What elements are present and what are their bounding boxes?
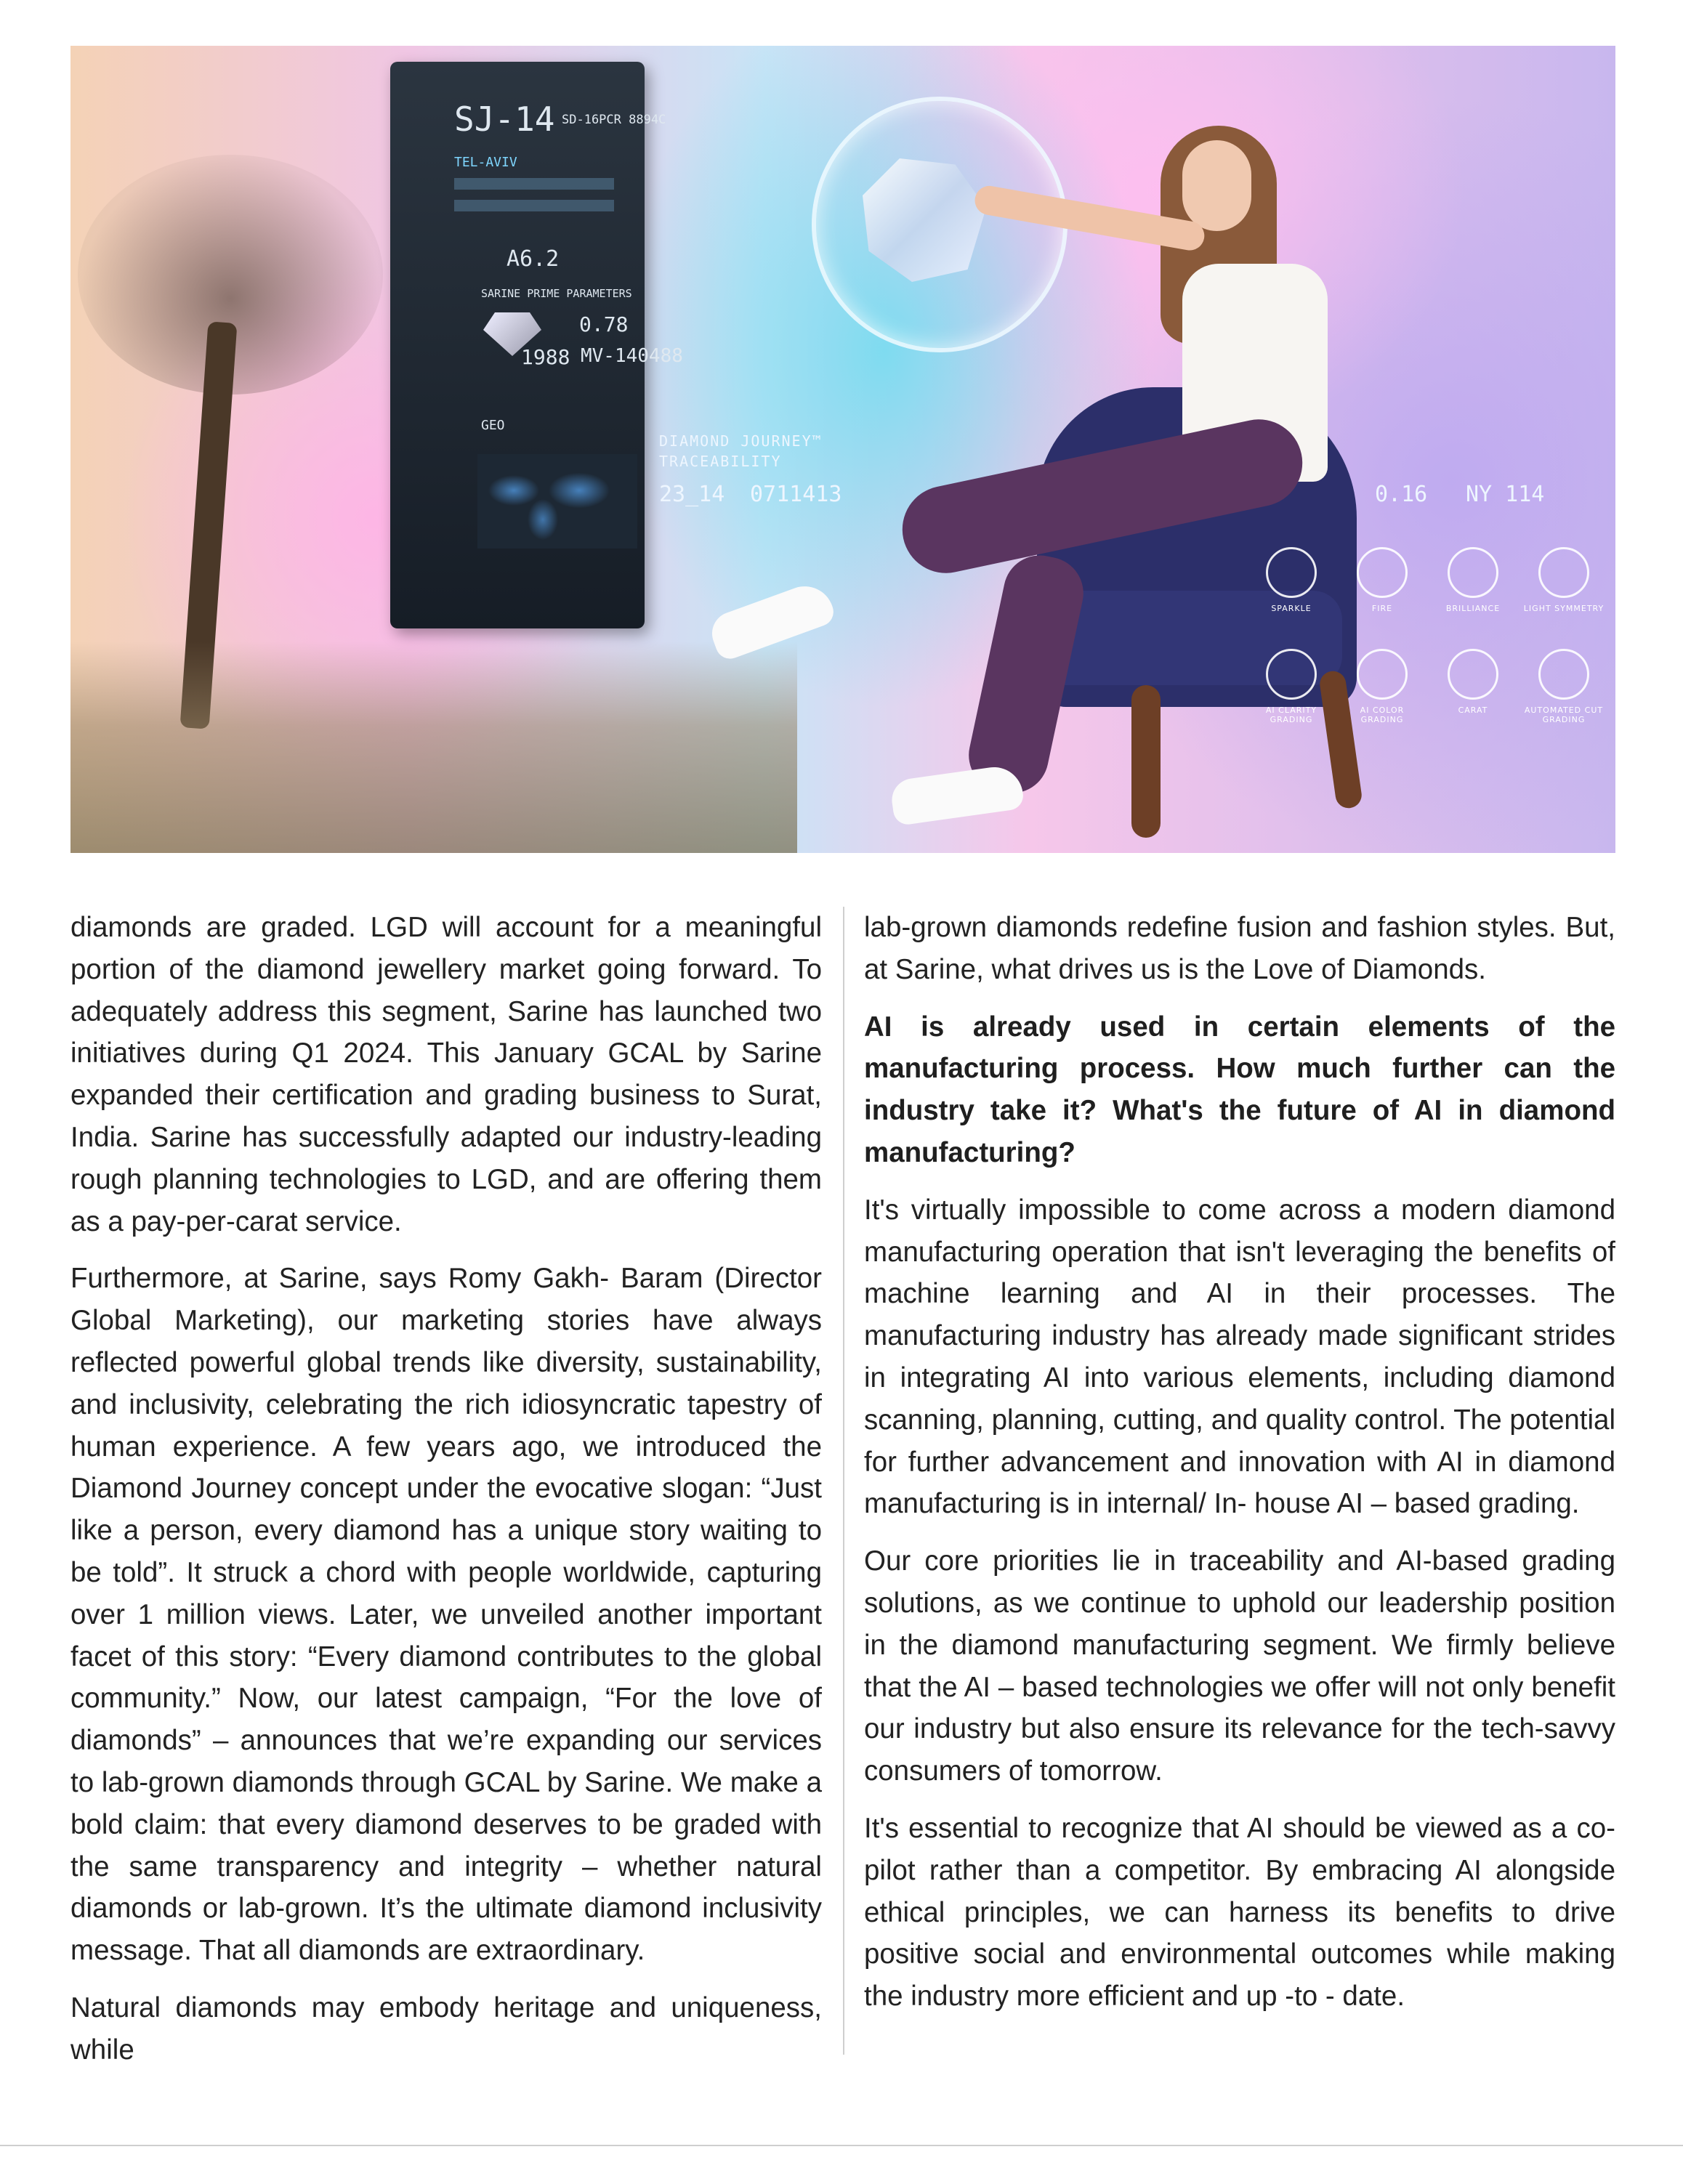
hud-geo-label: GEO [481, 418, 505, 433]
paragraph: lab-grown diamonds redefine fusion and fashion styles. But, at Sarine, what drives us is the Love of Diamonds. [864, 912, 1615, 985]
hud-subtitle: SD-16PCR 8894C [562, 113, 666, 127]
footer-rule [0, 2145, 1683, 2146]
right-column [864, 907, 1615, 2033]
hud-grade: A6.2 [506, 246, 560, 272]
paragraph: Natural diamonds may embody heritage and uniqueness, while [70, 1991, 822, 2066]
clarity-icon [1266, 649, 1317, 700]
brilliance-icon [1448, 547, 1498, 598]
carat-metric [1429, 649, 1517, 715]
chair-leg [1131, 685, 1161, 838]
hud-title: SJ-14 [454, 100, 555, 139]
hud-bar [454, 178, 614, 190]
traceability-label: TRACEABILITY [659, 453, 782, 470]
paragraph: diamonds are graded. LGD will account for a meaningful portion of the diamond jewellery market going forward. To adequately address this segment, Sarine has launched two initiatives during Q1 2024. This January GCAL by Sarine expanded their certification and grading business to Surat, India. Sarine has successfully adapted our industry-leading rough planning technologies to LGD, and are offering them as a pay-per-carat service. [70, 912, 822, 1237]
paragraph: It's essential to recognize that AI should be viewed as a co-pilot rather than a competitor. By embracing AI alongside ethical principles, we can harness its benefits to drive positive social and environmental outcomes while making the industry more efficient and up -to - date. [864, 1812, 1615, 2013]
cut-grading-icon [1538, 649, 1589, 700]
paragraph: Furthermore, at Sarine, says Romy Gakh- Baram (Director Global Marketing), our marketing stories have always reflected powerful global trends like diversity, sustainability, and inclusivity, celebrating the rich idiosyncratic tapestry of human experience. A few years ago, we introduced the Diamond Journey concept under the evocative slogan: “Just like a person, every diamond has a unique story waiting to be told”. It struck a chord with people worldwide, capturing over 1 million views. Later, we unveiled another important facet of this story: “Every diamond contributes to the global community.” Now, our latest campaign, “For the love of diamonds” – announces that we’re expanding our services to lab-grown diamonds through GCAL by Sarine. We make a bold claim: that every diamond deserves to be graded with the same transparency and integrity – whether natural diamonds or lab-grown. It’s the ultimate diamond inclusivity message. That all diamonds are extraordinary. [70, 1263, 822, 1967]
readout: NY 114 [1466, 482, 1545, 507]
fire-icon [1357, 547, 1408, 598]
readout: 0711413 [750, 482, 842, 507]
interview-question: AI is already used in certain elements of the manufacturing process. How much further can the industry take it? What's the future of AI in diamond manufacturing? [864, 1011, 1615, 1168]
world-map-icon [477, 454, 637, 549]
metric-label: CARAT [1458, 705, 1488, 715]
light-symmetry-icon [1538, 547, 1589, 598]
metric-label: LIGHT SYMMETRY [1523, 604, 1605, 613]
left-column [70, 907, 822, 2087]
savanna-ground [70, 642, 797, 853]
color-metric [1339, 649, 1426, 724]
journey-label: DIAMOND JOURNEY™ [659, 432, 823, 450]
readout: 23_14 [659, 482, 725, 507]
paragraph: Our core priorities lie in traceability and AI-based grading solutions, as we continue to uphold our leadership position in the diamond manufacturing segment. We firmly believe that the AI – based technologies we offer will not only benefit our industry but also ensure its relevance for the tech-savvy consumers of tomorrow. [864, 1545, 1615, 1787]
metric-label: AUTOMATED CUT GRADING [1524, 705, 1604, 724]
cut-grading-metric [1520, 649, 1607, 724]
clarity-metric [1248, 649, 1335, 724]
hud-year: 1988 [521, 345, 570, 369]
color-icon [1357, 649, 1408, 700]
readout: 0.16 [1375, 482, 1428, 507]
hud-panel [390, 62, 683, 628]
sneaker [889, 764, 1025, 826]
hud-weight: 0.78 [579, 312, 629, 336]
hud-params-label: SARINE PRIME PARAMETERS [481, 287, 632, 300]
hero-image [70, 46, 1615, 853]
metric-label: AI COLOR GRADING [1360, 705, 1405, 724]
light-symmetry-metric [1520, 547, 1607, 613]
metric-label: BRILLIANCE [1445, 604, 1501, 613]
fire-metric [1339, 547, 1426, 613]
metric-label: FIRE [1371, 604, 1393, 613]
metric-label: SPARKLE [1271, 604, 1312, 613]
hud-city: TEL-AVIV [454, 155, 517, 170]
sparkle-icon [1266, 547, 1317, 598]
hud-id: MV-140488 [581, 345, 683, 367]
carat-icon [1448, 649, 1498, 700]
hud-bar [454, 200, 614, 211]
sparkle-metric [1248, 547, 1335, 613]
paragraph: It's virtually impossible to come across a modern diamond manufacturing operation that isn't leveraging the benefits of machine learning and AI in their processes. The manufacturing industry has already made significant strides in integrating AI into various elements, including diamond scanning, planning, cutting, and quality control. The potential for further advancement and innovation with AI in diamond manufacturing is in internal/ In- house AI – based grading. [864, 1194, 1615, 1520]
column-divider [843, 907, 844, 2055]
woman-face [1182, 140, 1251, 231]
metric-label: AI CLARITY GRADING [1265, 705, 1317, 724]
brilliance-metric [1429, 547, 1517, 613]
